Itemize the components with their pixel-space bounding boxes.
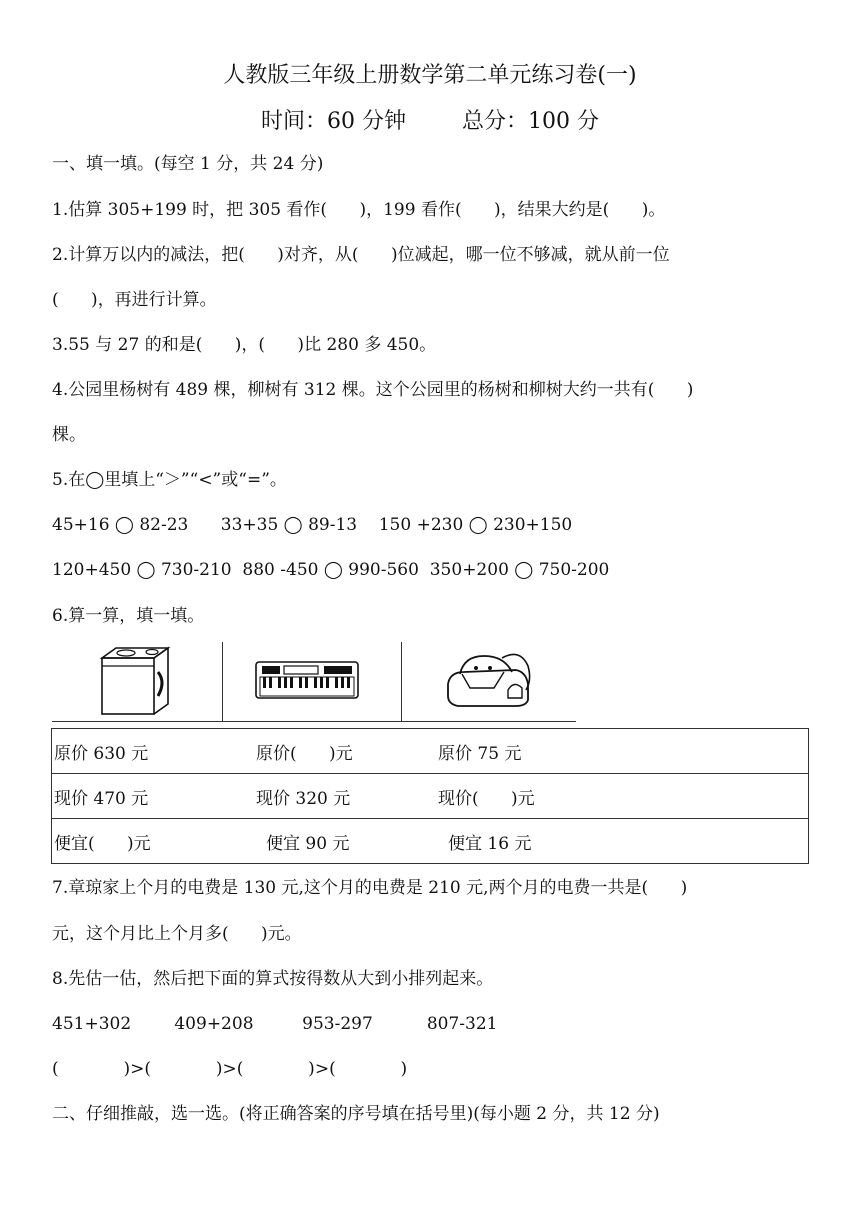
question-7-line2: 元，这个月比上个月多( )元。: [52, 924, 302, 944]
backpack-icon: [442, 646, 538, 710]
section1-heading: 一、填一填。(每空 1 分，共 24 分): [52, 154, 324, 174]
original-price-keyboard: 原价( )元: [256, 744, 353, 764]
washing-machine-icon: [96, 644, 172, 716]
question-1: 1.估算 305+199 时，把 305 看作( )，199 看作( )，结果大约是( )。: [52, 200, 666, 220]
current-price-washer: 现价 470 元: [54, 789, 149, 809]
original-price-washer: 原价 630 元: [54, 744, 149, 764]
original-price-backpack: 原价 75 元: [438, 744, 522, 764]
question-5-row2: 120+450 ◯ 730-210 880 -450 ◯ 990-560 350+200 ◯ 750-200: [52, 560, 610, 580]
picture-divider: [401, 642, 402, 722]
table-row: [52, 729, 809, 774]
question-4-line2: 棵。: [52, 425, 86, 445]
question-3: 3.55 与 27 的和是( )，( )比 280 多 450。: [52, 335, 437, 355]
picture-divider: [222, 642, 223, 722]
table-cell: [52, 774, 809, 819]
question-5: 5.在◯里填上“＞”“<”或“=”。: [52, 470, 287, 490]
table-cell: [52, 819, 809, 864]
time-score: 时间：60 分钟 总分：100 分: [261, 109, 599, 134]
keyboard-icon: [254, 660, 360, 700]
question-7-line1: 7.章琼家上个月的电费是 130 元,这个月的电费是 210 元,两个月的电费一共是( ): [52, 878, 688, 898]
discount-keyboard: 便宜 90 元: [266, 834, 350, 854]
question-8-expressions: 451+302 409+208 953-297 807-321: [52, 1014, 498, 1034]
question-4-line1: 4.公园里杨树有 489 棵，柳树有 312 棵。这个公园里的杨树和柳树大约一共有( ): [52, 380, 694, 400]
page-title: 人教版三年级上册数学第二单元练习卷(一): [223, 63, 637, 88]
section2-heading: 二、仔细推敲，选一选。(将正确答案的序号填在括号里)(每小题 2 分，共 12 分): [52, 1104, 660, 1124]
table-row: [52, 774, 809, 819]
table-row: [52, 819, 809, 864]
current-price-backpack: 现价( )元: [438, 789, 535, 809]
question-5-row1: 45+16 ◯ 82-23 33+35 ◯ 89-13 150 +230 ◯ 230+150: [52, 515, 573, 535]
discount-backpack: 便宜 16 元: [448, 834, 532, 854]
discount-washer: 便宜( )元: [54, 834, 151, 854]
picture-baseline: [52, 721, 576, 722]
question-8-answer-blanks: ( )>( )>( )>( ): [52, 1059, 408, 1079]
question-6: 6.算一算，填一填。: [52, 606, 205, 626]
current-price-keyboard: 现价 320 元: [256, 789, 351, 809]
question-2-line1: 2.计算万以内的减法，把( )对齐，从( )位减起，哪一位不够减，就从前一位: [52, 245, 670, 265]
question-8: 8.先估一估，然后把下面的算式按得数从大到小排列起来。: [52, 969, 494, 989]
price-table: [51, 728, 809, 864]
question-2-line2: ( )，再进行计算。: [52, 290, 217, 310]
table-cell: [52, 729, 809, 774]
